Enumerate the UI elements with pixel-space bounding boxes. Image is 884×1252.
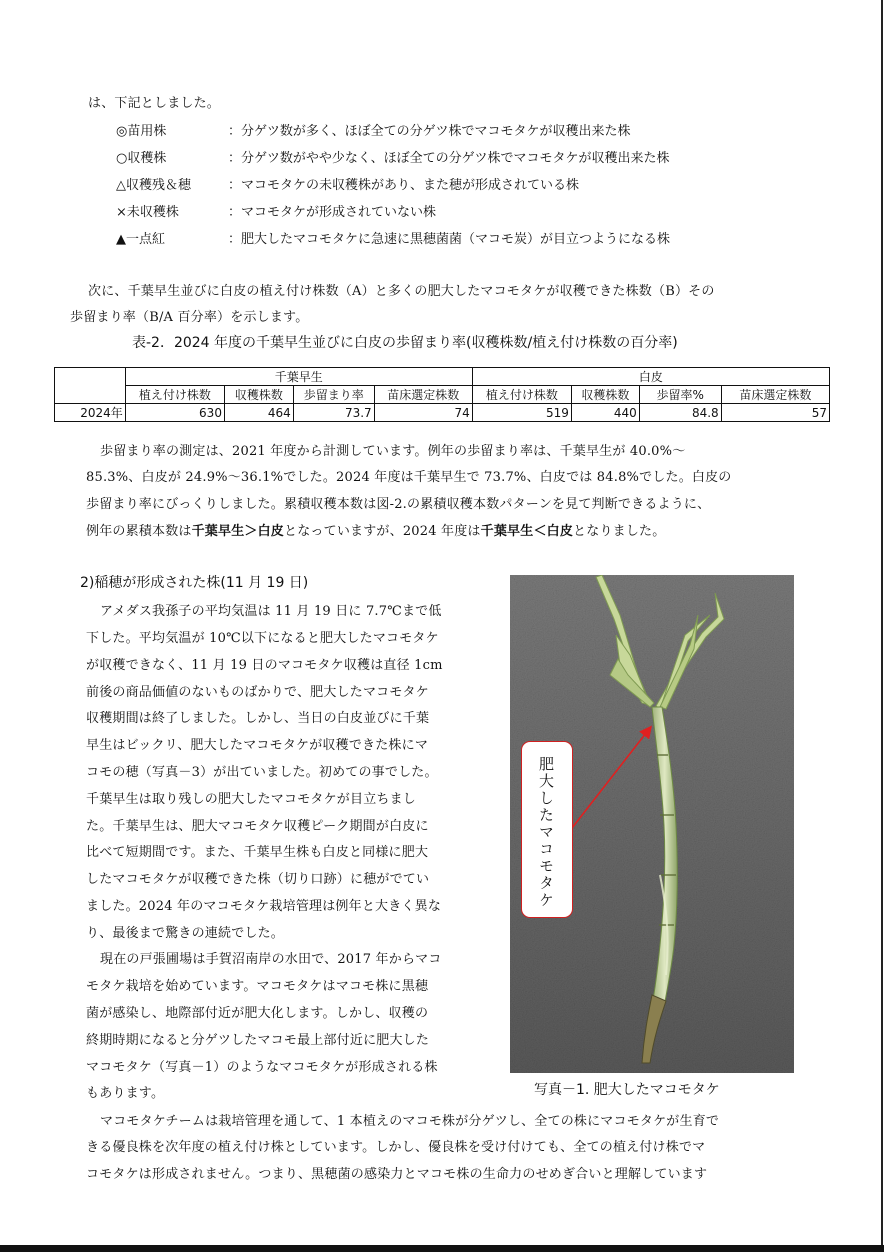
paragraph-line: 歩留まり率の測定は、2021 年度から計測しています。例年の歩留まり率は、千葉早生が 40.0%～ (100, 444, 686, 459)
table-group-header: 白皮 (472, 368, 829, 386)
paragraph-line: 現在の戸張圃場は手賀沼南岸の水田で、2017 年からマコ (100, 952, 442, 967)
paragraph-line: た。千葉早生は、肥大マコモタケ収穫ピーク期間が白皮に (86, 819, 429, 834)
definition-desc: ：分ゲツ数がやや少なく、ほぼ全ての分ゲツ株でマコモタケが収穫出来た株 (228, 151, 670, 166)
paragraph-line: もあります。 (86, 1086, 165, 1101)
paragraph-line: り、最後まで驚きの連続でした。 (86, 926, 285, 941)
definition-term: ◎苗用株 (116, 124, 167, 139)
intro-line: は、下記としました。 (88, 96, 221, 111)
paragraph-line: 早生はビックリ、肥大したマコモタケが収穫できた株にマ (86, 738, 429, 753)
paragraph-line: 終期時期になると分ゲツしたマコモ最上部付近に肥大した (86, 1033, 430, 1048)
paragraph-line: 千葉早生は取り残しの肥大したマコモタケが目立ちまし (86, 792, 417, 807)
text-run: 例年の累積本数は (86, 524, 192, 539)
definition-desc: ：マコモタケが形成されていない株 (228, 205, 437, 220)
table-column-header: 植え付け株数 (125, 386, 224, 404)
paragraph-line: 85.3%、白皮が 24.9%～36.1%でした。2024 年度は千葉早生で 73.7%、白皮では 84.8%でした。白皮の (86, 470, 732, 485)
table-caption: 表-2．2024 年度の千葉早生並びに白皮の歩留まり率(収穫株数/植え付け株数の百分率) (132, 335, 678, 351)
definition-desc: ：分ゲツ数が多く、ほぼ全ての分ゲツ株でマコモタケが収穫出来た株 (228, 124, 631, 139)
definition-desc: ：肥大したマコモタケに急速に黒穂菌菌（マコモ炭）が目立つようになる株 (228, 232, 671, 247)
paragraph-line: が収穫できなく、11 月 19 日のマコモタケ収穫は直径 1cm (86, 658, 443, 673)
table-column-header: 収穫株数 (224, 386, 293, 404)
photo-caption: 写真－1. 肥大したマコモタケ (534, 1082, 720, 1098)
yield-table (54, 367, 830, 422)
paragraph-line: コモタケは形成されません。つまり、黒穂菌の感染力とマコモ株の生命力のせめぎ合いと理解しています (86, 1167, 708, 1182)
table-group-header: 千葉早生 (125, 368, 472, 386)
paragraph-line (86, 520, 665, 539)
paragraph-line: 下した。平均気温が 10℃以下になると肥大したマコモタケ (86, 631, 439, 646)
table-cell: 84.8 (639, 404, 721, 422)
emphasis-text: 千葉早生＞白皮 (191, 524, 285, 539)
table-column-header: 植え付け株数 (472, 386, 571, 404)
paragraph-line: アメダス我孫子の平均気温は 11 月 19 日に 7.7℃まで低 (100, 604, 442, 619)
emphasis-text: 千葉早生＜白皮 (480, 524, 574, 539)
photo-callout-label: 肥大したマコモタケ (537, 756, 555, 909)
paragraph-line: 次に、千葉早生並びに白皮の植え付け株数（A）と多くの肥大したマコモタケが収穫できた株数（B）その (88, 284, 715, 299)
table-column-header: 歩留率% (639, 386, 721, 404)
paragraph-line: ました。2024 年のマコモタケ栽培管理は例年と大きく異な (86, 899, 442, 914)
table-column-header: 苗床選定株数 (374, 386, 472, 404)
paragraph-line: 比べて短期間です。また、千葉早生株も白皮と同様に肥大 (86, 845, 429, 860)
paragraph-line: 前後の商品価値のないものばかりで、肥大したマコモタケ (86, 685, 429, 700)
definition-term: ▲一点紅 (116, 232, 165, 247)
table-cell: 440 (571, 404, 639, 422)
paragraph-line: 歩留まり率（B/A 百分率）を示します。 (70, 310, 309, 325)
text-run: となりました。 (573, 524, 666, 539)
table-row (55, 404, 830, 422)
definition-term: △収穫残＆穂 (116, 178, 191, 193)
page-bottom-border (0, 1245, 884, 1252)
paragraph-line: 歩留まり率にびっくりしました。累積収穫本数は図-2.の累積収穫本数パターンを見て判断できるように、 (86, 497, 711, 512)
paragraph-line: コモの穂（写真－3）が出ていました。初めての事でした。 (86, 765, 438, 780)
table-cell: 57 (721, 404, 829, 422)
paragraph-line: モタケ栽培を始めています。マコモタケはマコモ株に黒穂 (86, 979, 429, 994)
table-cell: 74 (374, 404, 472, 422)
table-column-header: 歩留まり率 (293, 386, 374, 404)
paragraph-line: したマコモタケが収穫できた株（切り口跡）に穂がでてい (86, 872, 430, 887)
paragraph-line: マコモタケチームは栽培管理を通して、1 本植えのマコモ株が分ゲツし、全ての株にマコモタケが生育で (100, 1114, 720, 1129)
definition-term: ×未収穫株 (116, 205, 179, 220)
table-cell: 630 (125, 404, 224, 422)
table-column-header: 苗床選定株数 (721, 386, 829, 404)
table-cell: 464 (224, 404, 293, 422)
text-run: となっていますが、2024 年度は (284, 524, 481, 539)
definition-term: ○収穫株 (116, 151, 167, 166)
paragraph-line: 菌が感染し、地際部付近が肥大化します。しかし、収穫の (86, 1006, 429, 1021)
definition-desc: ：マコモタケの未収穫株があり、また穂が形成されている株 (228, 178, 580, 193)
table-column-header: 収穫株数 (571, 386, 639, 404)
paragraph-line: マコモタケ（写真－1）のようなマコモタケが形成される株 (86, 1060, 438, 1075)
paragraph-line: きる優良株を次年度の植え付け株としています。しかし、優良株を受け付けても、全ての植え付け株でマ (86, 1140, 706, 1155)
photo-callout-box (521, 741, 573, 918)
table-corner-cell (55, 368, 126, 404)
table-cell: 73.7 (293, 404, 374, 422)
table-cell: 519 (472, 404, 571, 422)
paragraph-line: 収穫期間は終了しました。しかし、当日の白皮並びに千葉 (86, 711, 430, 726)
page-right-border (881, 0, 883, 1252)
section-heading: 2)稲穂が形成された株(11 月 19 日) (80, 575, 309, 591)
table-row-label: 2024年 (55, 404, 126, 422)
